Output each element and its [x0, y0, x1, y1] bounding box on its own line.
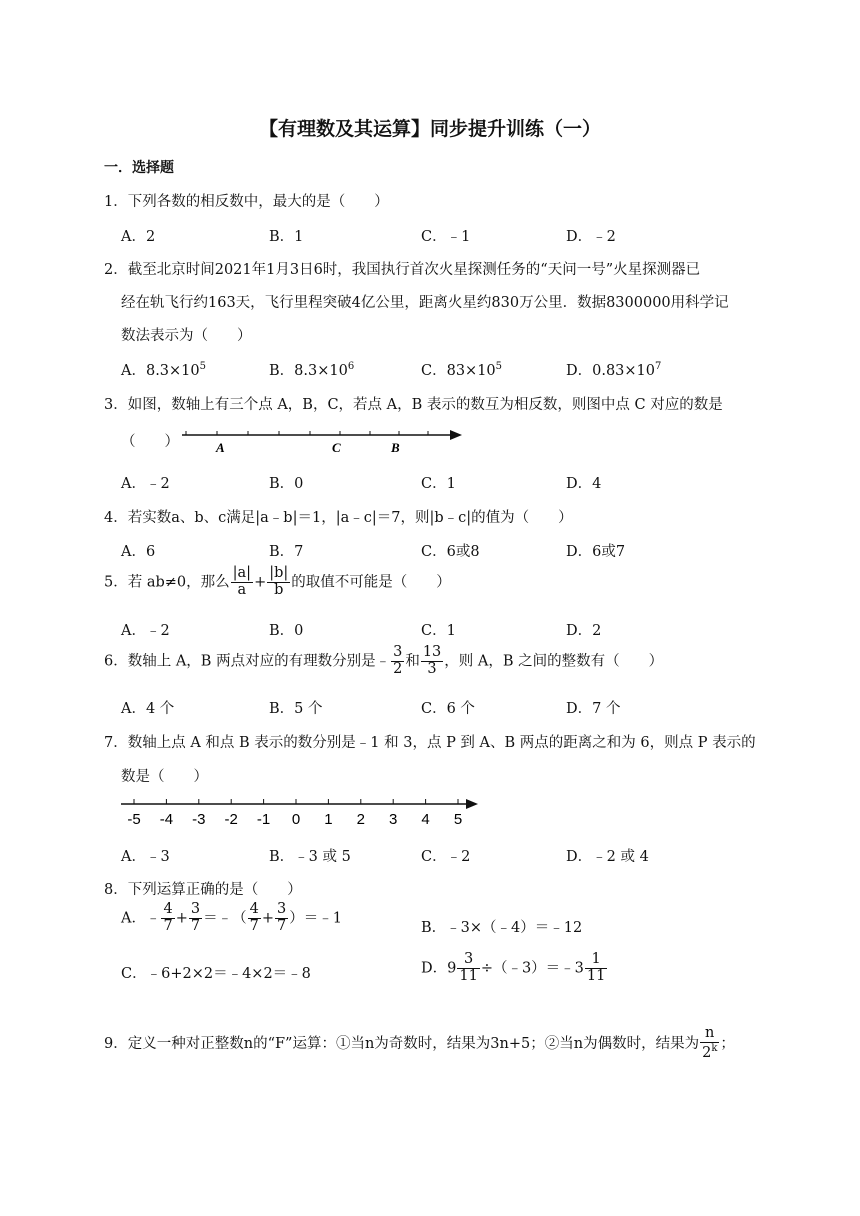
q7-option-d: D．﹣2 或 4 [566, 849, 649, 865]
q6-fraction-1: $\frac{3}{2}$ [393, 644, 403, 677]
section-heading: 一．选择题 [104, 160, 174, 176]
q6-option-b: B．5 个 [269, 701, 323, 717]
q3-label-b: B [391, 440, 400, 455]
q1-option-b: B．1 [269, 229, 304, 245]
q5-option-d: D．2 [566, 623, 602, 639]
q3-option-d: D．4 [566, 476, 602, 492]
q7-tick-label: -4 [159, 811, 174, 828]
q6-option-d: D．7 个 [566, 701, 621, 717]
q5-option-a: A．﹣2 [121, 623, 170, 639]
q7-tick-label: 5 [453, 811, 463, 828]
q3-label-c: C [332, 440, 341, 455]
q2-line1: 2．截至北京时间2021年1月3日6时，我国执行首次火星探测任务的“天问一号”火星探测器已 [104, 262, 701, 278]
q8-option-c: C．﹣6+2×2＝﹣4×2＝﹣8 [121, 966, 311, 982]
q7-number-line [118, 796, 480, 830]
q3-arrow [450, 430, 462, 440]
q8-option-a: A．﹣ $\frac{4}{7}$ + $\frac{3}{7}$ ＝﹣（ $\frac{4}{7}$ + $\frac{3}{7}$ ）＝﹣1 [121, 901, 342, 934]
q7-tick-label: -3 [192, 811, 206, 828]
q7-option-c: C．﹣2 [421, 849, 471, 865]
q4-option-b: B．7 [269, 544, 304, 560]
q3-option-b: B．0 [269, 476, 304, 492]
q1-option-c: C．﹣1 [421, 229, 471, 245]
q1-option-d: D．﹣2 [566, 229, 616, 245]
q5-fraction-a: $\frac{|a|}{a}$ [232, 565, 252, 598]
q7-line1: 7．数轴上点 A 和点 B 表示的数分别是﹣1 和 3，点 P 到 A、B 两点的距离之和为 6，则点 P 表示的 [104, 735, 756, 751]
q6-option-c: C．6 个 [421, 701, 475, 717]
page-title: 【有理数及其运算】同步提升训练（一） [258, 118, 601, 140]
q7-tick-label: 3 [389, 811, 398, 828]
q6-option-a: A．4 个 [121, 701, 175, 717]
q2-option-c: C．$83\times 10^5$ [421, 361, 503, 379]
q2-option-a: A．$8.3\times 10^5$ [121, 361, 207, 379]
q7-tick-label: -1 [256, 811, 271, 828]
q7-tick-label: -2 [224, 811, 238, 828]
q7-option-b: B．﹣3 或 5 [269, 849, 351, 865]
q5-fraction-b: $\frac{|b|}{b}$ [269, 565, 289, 598]
q8-option-d: D．9 $\frac{3}{11}$ ÷（﹣3）＝﹣3 $\frac{1}{11}$ [421, 951, 606, 984]
q3-label-a: A [216, 440, 225, 455]
q3-stem: 3．如图，数轴上有三个点 A，B，C，若点 A，B 表示的数互为相反数，则图中点 C 对应的数是 [104, 397, 723, 413]
q8-option-b: B．﹣3×（﹣4）＝﹣12 [421, 920, 583, 936]
q5-stem: 5．若 ab≠0，那么 $\frac{|a|}{a}$ + $\frac{|b|}{b}$ 的取值不可能是（ ） [104, 565, 451, 598]
q7-line2: 数是（ ） [121, 769, 208, 785]
q4-option-a: A．6 [121, 544, 156, 560]
q7-option-a: A．﹣3 [121, 849, 170, 865]
q7-arrow [466, 799, 478, 809]
q7-tick-label: 0 [291, 811, 301, 828]
q3-option-c: C．1 [421, 476, 456, 492]
q6-stem: 6．数轴上 A，B 两点对应的有理数分别是﹣ $\frac{3}{2}$ 和 $\frac{13}{3}$ ，则 A，B 之间的整数有（ ） [104, 644, 664, 677]
q2-line3: 数法表示为（ ） [121, 328, 252, 344]
q2-option-d: D．$0.83\times 10^7$ [566, 361, 662, 379]
q8-stem: 8．下列运算正确的是（ ） [104, 882, 302, 898]
q9-fraction: $\frac{n}{2^k}$ [702, 1025, 718, 1061]
q5-option-c: C．1 [421, 623, 456, 639]
q7-tick-label: 1 [324, 811, 333, 828]
q7-tick-label: 2 [356, 811, 365, 828]
q3-option-a: A．﹣2 [121, 476, 170, 492]
q2-option-b: B．$8.3\times 10^6$ [269, 361, 355, 379]
q4-option-c: C．6或8 [421, 544, 480, 560]
q4-stem: 4．若实数a、b、c满足|a﹣b|＝1，|a﹣c|＝7，则|b﹣c|的值为（ ） [104, 510, 573, 526]
q1-option-a: A．2 [121, 229, 156, 245]
q1-stem: 1．下列各数的相反数中，最大的是（ ） [104, 194, 389, 210]
q2-line2: 经在轨飞行约163天，飞行里程突破4亿公里，距离火星约830万公里．数据8300000用科学记 [121, 295, 729, 311]
q7-tick-label: 4 [421, 811, 430, 828]
q7-tick-label: -5 [127, 811, 141, 828]
q6-fraction-2: $\frac{13}{3}$ [422, 644, 442, 677]
q3-number-line [180, 424, 462, 456]
q5-option-b: B．0 [269, 623, 304, 639]
q9-stem: 9．定义一种对正整数n的“F”运算：①当n为奇数时，结果为3n+5；②当n为偶数时，结果为 $\frac{n}{2^k}$ ； [104, 1025, 735, 1061]
q4-option-d: D．6或7 [566, 544, 626, 560]
q3-paren: （ ） [121, 434, 179, 450]
